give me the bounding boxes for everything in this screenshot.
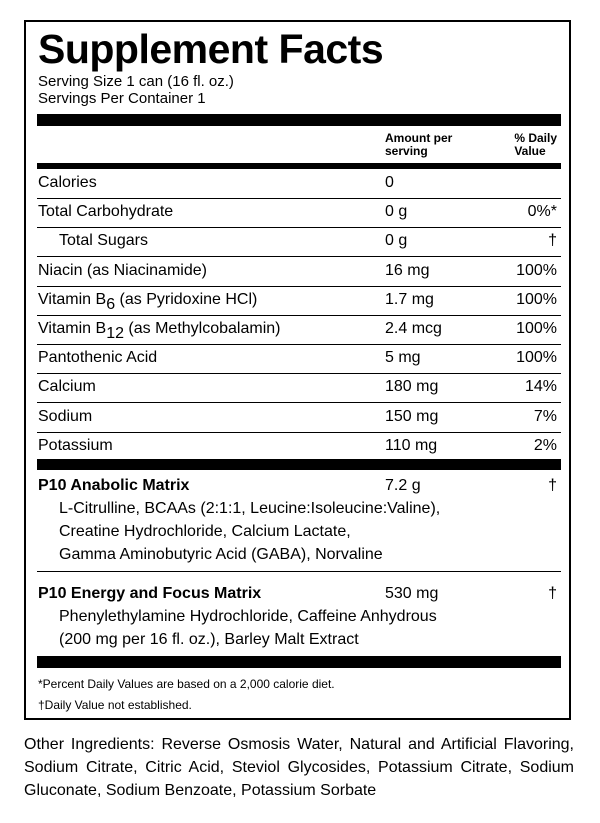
nutrient-daily-value: 0%* xyxy=(527,203,557,221)
nutrient-amount: 16 mg xyxy=(385,261,430,279)
amount-per-serving-header xyxy=(385,132,452,158)
nutrient-row xyxy=(37,169,561,199)
dv-header-line: % Daily xyxy=(514,131,557,145)
matrix-separator xyxy=(37,545,561,572)
matrix-ingredient-line: (200 mg per 16 fl. oz.), Barley Malt Extract xyxy=(59,631,359,648)
nutrient-amount: 0 g xyxy=(385,203,408,221)
nutrient-row xyxy=(37,315,561,345)
nutrient-name-suffix: (as Methylcobalamin) xyxy=(123,320,281,337)
nutrient-daily-value: 100% xyxy=(516,261,557,279)
nutrient-daily-value: 14% xyxy=(524,378,557,396)
nutrient-daily-value: 100% xyxy=(516,349,557,367)
servings-per-container: Servings Per Container 1 xyxy=(38,90,206,107)
matrix-daily-value: † xyxy=(548,477,557,494)
nutrient-amount: 1.7 mg xyxy=(385,290,434,308)
thick-divider-matrix xyxy=(37,459,561,470)
nutrient-amount: 150 mg xyxy=(385,407,439,425)
nutrient-name xyxy=(38,349,157,367)
nutrient-name-text: Niacin (as Niacinamide) xyxy=(38,261,207,279)
nutrient-name-text: Pantothenic Acid xyxy=(38,349,158,367)
nutrient-subscript: 12 xyxy=(106,325,124,342)
matrix-daily-value: † xyxy=(548,585,557,602)
nutrient-row xyxy=(37,432,561,461)
nutrient-row xyxy=(37,227,561,257)
nutrient-row xyxy=(37,403,561,433)
nutrient-name-text: Calories xyxy=(38,174,97,191)
matrix-ingredient-line: Creatine Hydrochloride, Calcium Lactate, xyxy=(59,523,351,540)
supplement-facts-panel xyxy=(24,20,571,720)
nutrient-name-text: Potassium xyxy=(38,436,113,454)
matrix-amount: 7.2 g xyxy=(385,477,421,494)
thick-divider-top xyxy=(37,114,561,126)
amount-header-line: Amount per xyxy=(385,131,453,145)
nutrient-daily-value: 2% xyxy=(533,436,557,454)
nutrient-name-text: Vitamin B xyxy=(38,290,107,308)
nutrient-amount: 0 g xyxy=(385,232,408,250)
nutrient-name-text: Calcium xyxy=(38,378,96,396)
nutrient-daily-value: 7% xyxy=(533,407,557,425)
nutrient-row xyxy=(37,344,561,374)
matrix-amount: 530 mg xyxy=(385,585,439,602)
nutrient-row xyxy=(37,286,561,316)
nutrient-amount: 0 xyxy=(385,174,394,191)
nutrient-name-text: Sodium xyxy=(38,407,93,425)
nutrient-name xyxy=(38,174,97,192)
nutrient-subscript: 6 xyxy=(106,295,116,313)
nutrient-name xyxy=(38,290,258,313)
nutrient-name xyxy=(38,203,173,221)
footnote-percent-dv: *Percent Daily Values are based on a 2,000 calorie diet. xyxy=(38,677,335,691)
other-ingredients: Other Ingredients: Reverse Osmosis Water, Natural and Artificial Flavoring, Sodium Citrate, Citric Acid, Steviol Glycosides, Potassium Citrate, Sodium Gluconate, Sodium Benzoate, Potassium Sorbate xyxy=(24,736,574,799)
nutrient-row xyxy=(37,198,561,228)
nutrient-amount: 2.4 mcg xyxy=(385,320,442,337)
nutrient-name xyxy=(38,437,113,455)
daily-value-header xyxy=(514,132,557,158)
nutrient-name-text: Total Sugars xyxy=(59,232,148,250)
nutrient-amount: 5 mg xyxy=(385,349,421,367)
amount-header-line: serving xyxy=(385,144,428,158)
nutrient-amount: 110 mg xyxy=(385,436,438,454)
nutrient-name-text: Vitamin B xyxy=(38,320,107,337)
panel-title: Supplement Facts xyxy=(38,26,384,72)
serving-size: Serving Size 1 can (16 fl. oz.) xyxy=(38,73,234,90)
nutrient-row xyxy=(37,373,561,403)
nutrient-name xyxy=(38,262,207,280)
nutrient-row xyxy=(37,257,561,287)
nutrient-name xyxy=(38,320,281,342)
nutrient-daily-value: 100% xyxy=(516,290,557,308)
dv-header-line: Value xyxy=(514,144,546,158)
nutrient-name xyxy=(59,232,148,250)
nutrient-name-text: Total Carbohydrate xyxy=(38,203,174,221)
matrix-ingredient-line: L-Citrulline, BCAAs (2:1:1, Leucine:Isoleucine:Valine), xyxy=(59,500,441,517)
matrix-ingredient-line: Gamma Aminobutyric Acid (GABA), Norvaline xyxy=(59,546,383,563)
nutrient-daily-value: 100% xyxy=(516,320,557,337)
nutrient-name xyxy=(38,408,92,426)
nutrient-daily-value: † xyxy=(548,232,557,250)
matrix-name: P10 Energy and Focus Matrix xyxy=(38,585,262,602)
nutrient-name-suffix: (as Pyridoxine HCl) xyxy=(115,290,258,308)
nutrient-amount: 180 mg xyxy=(385,378,439,396)
nutrient-name xyxy=(38,378,96,396)
matrix-ingredient-line: Phenylethylamine Hydrochloride, Caffeine Anhydrous xyxy=(59,608,437,625)
matrix-name: P10 Anabolic Matrix xyxy=(38,477,190,494)
thick-divider-bottom xyxy=(37,656,561,668)
footnote-dv-not-established: †Daily Value not established. xyxy=(38,698,192,712)
